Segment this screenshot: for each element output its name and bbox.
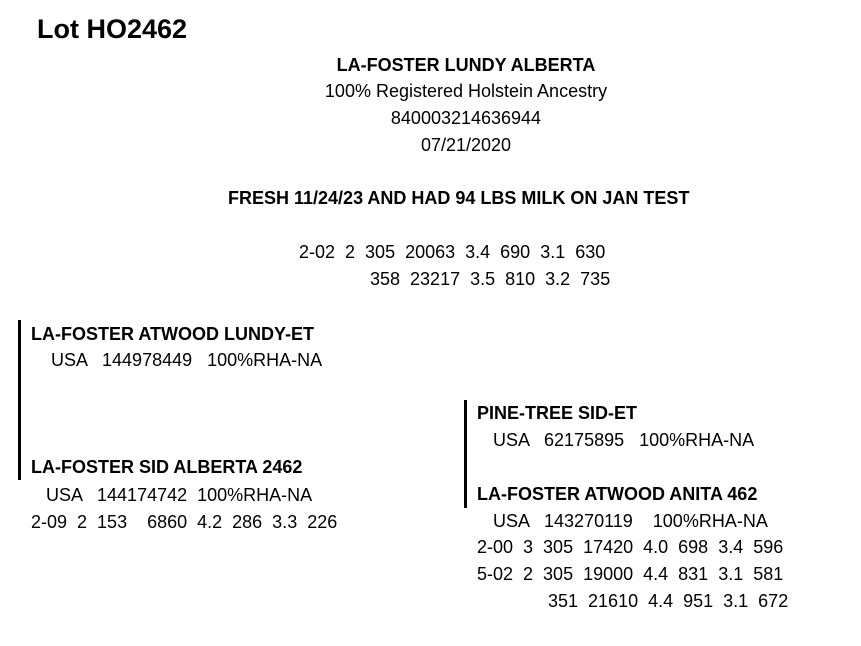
dam-sire-info: USA 62175895 100%RHA-NA (493, 430, 755, 450)
production-record-2: 358 23217 3.5 810 3.2 735 (370, 269, 611, 289)
animal-name: LA-FOSTER LUNDY ALBERTA (336, 55, 596, 75)
dam-sire-name: PINE-TREE SID-ET (477, 403, 638, 423)
fresh-note: FRESH 11/24/23 AND HAD 94 LBS MILK ON JAN TEST (228, 188, 690, 208)
animal-ancestry: 100% Registered Holstein Ancestry (324, 81, 608, 101)
pedigree-bracket-left (18, 320, 21, 480)
sire-info: USA 144978449 100%RHA-NA (51, 350, 323, 370)
dam-dam-record-1: 2-00 3 305 17420 4.0 698 3.4 596 (477, 537, 784, 557)
production-record-1: 2-02 2 305 20063 3.4 690 3.1 630 (299, 242, 606, 262)
dam-name: LA-FOSTER SID ALBERTA 2462 (31, 457, 303, 477)
sire-name: LA-FOSTER ATWOOD LUNDY-ET (31, 324, 314, 344)
dam-record: 2-09 2 153 6860 4.2 286 3.3 226 (31, 512, 338, 532)
dam-info: USA 144174742 100%RHA-NA (46, 485, 313, 505)
animal-birth-date: 07/21/2020 (420, 135, 512, 155)
dam-dam-info: USA 143270119 100%RHA-NA (493, 511, 768, 531)
dam-dam-name: LA-FOSTER ATWOOD ANITA 462 (477, 484, 758, 504)
dam-dam-record-3: 351 21610 4.4 951 3.1 672 (548, 591, 789, 611)
lot-number: Lot HO2462 (37, 14, 188, 44)
pedigree-bracket-right (464, 400, 467, 508)
dam-dam-record-2: 5-02 2 305 19000 4.4 831 3.1 581 (477, 564, 784, 584)
animal-id: 840003214636944 (390, 108, 542, 128)
